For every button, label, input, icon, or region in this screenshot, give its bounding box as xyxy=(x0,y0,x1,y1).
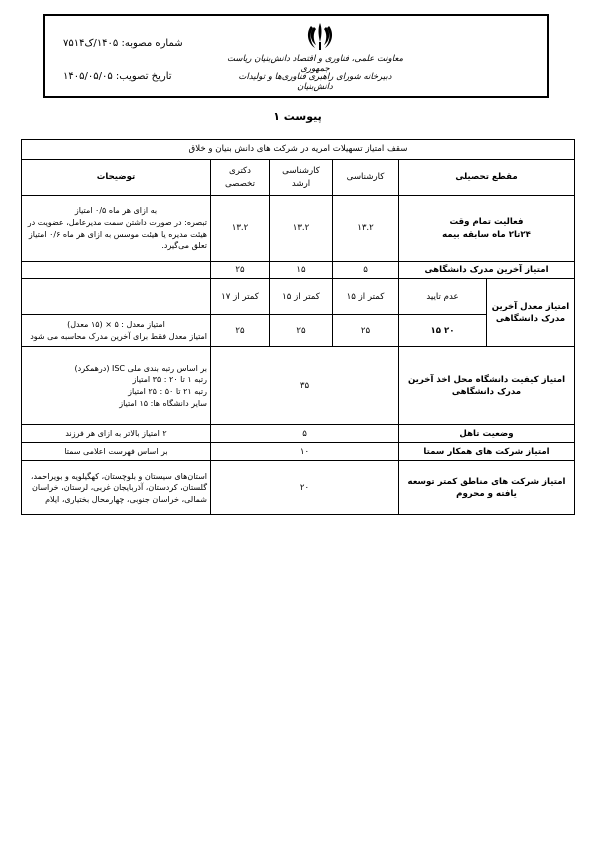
row-fulltime xyxy=(22,196,575,262)
marital-label: وضعیت تاهل xyxy=(399,425,575,443)
header-bachelor: کارشناسی xyxy=(333,160,399,196)
deprived-value: ۲۰ xyxy=(211,461,399,515)
deprived-label: امتیاز شرکت های مناطق کمتر توسعه یافته و محروم xyxy=(399,461,575,515)
university-note-2: رتبه ۱ تا ۲۰ : ۳۵ امتیاز xyxy=(132,375,207,385)
fulltime-master: ۱۳.۲ xyxy=(270,196,333,262)
annex-title: پیوست ۱ xyxy=(273,110,322,123)
gpa-no-confirm: عدم تایید xyxy=(399,279,487,315)
gpa-score-no-confirm: ۲۰ ۱۵ xyxy=(399,315,487,347)
lastdegree-notes xyxy=(22,262,211,279)
header-row xyxy=(22,160,575,196)
gpa-bachelor: ۲۵ xyxy=(333,315,399,347)
fulltime-label: فعالیت تمام وقت ۲۴تا۲ ماه سابقه بیمه xyxy=(399,196,575,262)
header-master: کارشناسی ارشد xyxy=(270,160,333,196)
fulltime-bachelor: ۱۳.۲ xyxy=(333,196,399,262)
university-note-3: رتبه ۲۱ تا ۵۰ : ۲۵ امتیاز xyxy=(128,386,207,396)
office-line-1: معاونت علمی، فناوری و اقتصاد دانش‌بنیان ریاست جمهوری xyxy=(226,54,404,74)
letterhead-box xyxy=(43,14,549,98)
gpa-bachelor-threshold: کمتر از ۱۵ xyxy=(333,279,399,315)
fulltime-note-2: تبصره: در صورت داشتن سمت مدیرعامل، عضویت در هیئت مدیره یا هیئت موسس به ازای هر ماه ۰/۶ امتیاز تعلق می‌گیرد. xyxy=(27,217,207,251)
deprived-notes: استان‌های سیستان و بلوچستان، کهگیلویه و بویراحمد، گلستان، کردستان، آذربایجان غربی، لرستان، خراسان شمالی، خراسان جنوبی، چهارمحال بختیاری، ایلام xyxy=(22,461,211,515)
samta-value: ۱۰ xyxy=(211,443,399,461)
row-university xyxy=(22,347,575,425)
approval-number: شماره مصوبه: ۱۴۰۵/ک۷۵۱۴ xyxy=(63,38,183,49)
university-label: امتیاز کیفیت دانشگاه محل اخذ آخرین مدرک دانشگاهی xyxy=(399,347,575,425)
row-gpa-sub xyxy=(22,279,575,315)
lastdegree-master: ۱۵ xyxy=(270,262,333,279)
gpa-phd: ۲۵ xyxy=(211,315,270,347)
marital-notes: ۲ امتیاز بالاتر به ازای هر فرزند xyxy=(22,425,211,443)
row-deprived xyxy=(22,461,575,515)
fulltime-note-1: به ازای هر ماه ۰/۵ امتیاز xyxy=(74,206,158,216)
university-value: ۳۵ xyxy=(211,347,399,425)
header-notes: توضیحات xyxy=(22,160,211,196)
row-marital xyxy=(22,425,575,443)
header-degree: مقطع تحصیلی xyxy=(399,160,575,196)
samta-label: امتیاز شرکت های همکار سمتا xyxy=(399,443,575,461)
fulltime-notes xyxy=(22,196,211,262)
row-samta xyxy=(22,443,575,461)
gpa-note-1: امتیاز معدل : ۵ × (۱۵ معدل) xyxy=(67,320,165,330)
lastdegree-label: امتیاز آخرین مدرک دانشگاهی xyxy=(399,262,575,279)
header-phd: دکتری تخصصی xyxy=(211,160,270,196)
samta-notes: بر اساس فهرست اعلامی سمتا xyxy=(22,443,211,461)
marital-value: ۵ xyxy=(211,425,399,443)
iran-emblem-icon xyxy=(305,20,335,54)
university-notes xyxy=(22,347,211,425)
office-line-2: دبیرخانه شورای راهبری فناوری‌ها و تولیدات دانش‌بنیان xyxy=(238,72,392,92)
lastdegree-bachelor: ۵ xyxy=(333,262,399,279)
gpa-phd-threshold: کمتر از ۱۷ xyxy=(211,279,270,315)
scoring-table xyxy=(21,139,575,515)
gpa-notes xyxy=(22,315,211,347)
gpa-master-threshold: کمتر از ۱۵ xyxy=(270,279,333,315)
university-note-4: سایر دانشگاه ها: ۱۵ امتیاز xyxy=(119,398,207,408)
gpa-sub-notes xyxy=(22,279,211,315)
row-lastdegree xyxy=(22,262,575,279)
gpa-master: ۲۵ xyxy=(270,315,333,347)
fulltime-phd: ۱۳.۲ xyxy=(211,196,270,262)
approval-date: تاریخ تصویب: ۱۴۰۵/۰۵/۰۵ xyxy=(63,71,172,82)
gpa-label: امتیاز معدل آخرین مدرک دانشگاهی xyxy=(487,279,575,347)
lastdegree-phd: ۲۵ xyxy=(211,262,270,279)
table-title-row xyxy=(22,140,575,160)
university-note-1: بر اساس رتبه بندی ملی ISC (درهمکرد) xyxy=(74,363,207,373)
gpa-note-2: امتیاز معدل فقط برای آخرین مدرک محاسبه می شود xyxy=(30,331,207,341)
table-title: سقف امتیاز تسهیلات امریه در شرکت های دانش بنیان و خلاق xyxy=(22,140,575,160)
